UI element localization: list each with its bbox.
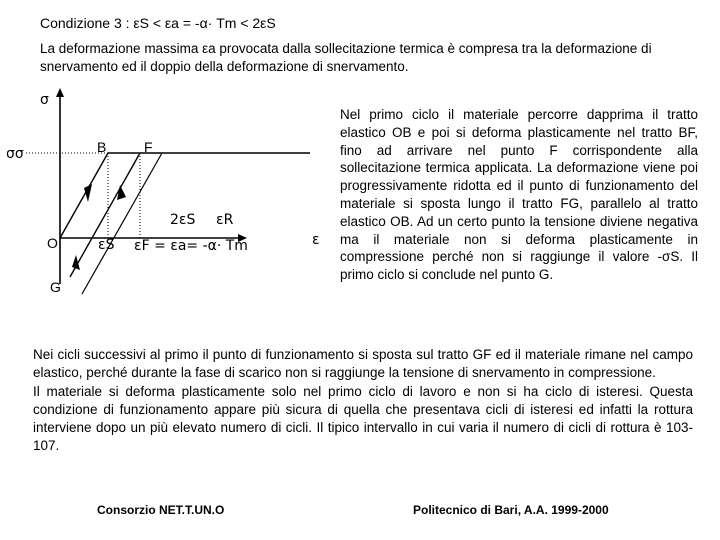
conclusion-text <box>33 346 693 456</box>
reference-line <box>82 153 162 294</box>
point-g-label: G <box>50 279 61 295</box>
2eps-s-label: 2εS <box>170 212 196 228</box>
axis-x-label: ε <box>312 232 320 248</box>
eps-f-label: εF = εa= -α· Tm <box>134 238 248 254</box>
footer-left: Consorzio NET.T.UN.O <box>97 503 225 517</box>
conclusion-paragraph-1: Nei cicli successivi al primo il punto di funzionamento si sposta sul tratto GF ed il materiale rimane nel campo elastico, perché durante la fase di scarico non si raggiunge la tensione di snervamento in compressione. <box>33 347 693 380</box>
unloading-segment-fg <box>70 153 140 277</box>
point-b-label: B <box>97 139 107 155</box>
axis-y-label: σ <box>40 92 49 108</box>
stress-strain-diagram <box>0 84 330 314</box>
yield-stress-label: σσ <box>6 146 24 162</box>
y-axis-arrow <box>56 88 64 97</box>
point-f-label: F <box>144 139 153 155</box>
eps-r-label: εR <box>216 212 234 228</box>
explanation-text: Nel primo ciclo il materiale percorre dapprima il tratto elastico OB e poi si deforma plasticamente nel tratto BF, fino ad arrivare nel punto F corrispondente alla sollecitazione termica applicata. La deformazione viene poi progressivamente ridotta ed il punto di funzionamento del materiale si sposta lungo il tratto FG, parallelo al tratto elastico OB. Ad un certo punto la tensione diviene negativa ma il materiale non si deforma plasticamente in compressione perché non si raggiunge il valore -σS. Il primo ciclo si conclude nel punto G. <box>340 107 698 283</box>
intro-text: La deformazione massima εa provocata dalla sollecitazione termica è compresa tra la deformazione di snervamento ed il doppio della deformazione di snervamento. <box>40 41 652 74</box>
eps-s-label: εS <box>98 237 115 253</box>
point-o-label: O <box>47 235 58 251</box>
footer-right: Politecnico di Bari, A.A. 1999-2000 <box>413 503 609 517</box>
slide-title: Condizione 3 : εS < εa = -α· Tm < 2εS <box>40 15 276 31</box>
elastic-segment-ob <box>60 153 108 238</box>
conclusion-paragraph-2: Il materiale si deforma plasticamente solo nel primo ciclo di lavoro e non si ha ciclo di isteresi. Questa condizione di funzionamento appare più sicura di quella che presentava cicli di isteresi ed infatti la rottura interviene dopo un più elevato numero di cicli. Il tipico intervallo in cui varia il numero di cicli di rottura è 103-107. <box>33 384 693 453</box>
